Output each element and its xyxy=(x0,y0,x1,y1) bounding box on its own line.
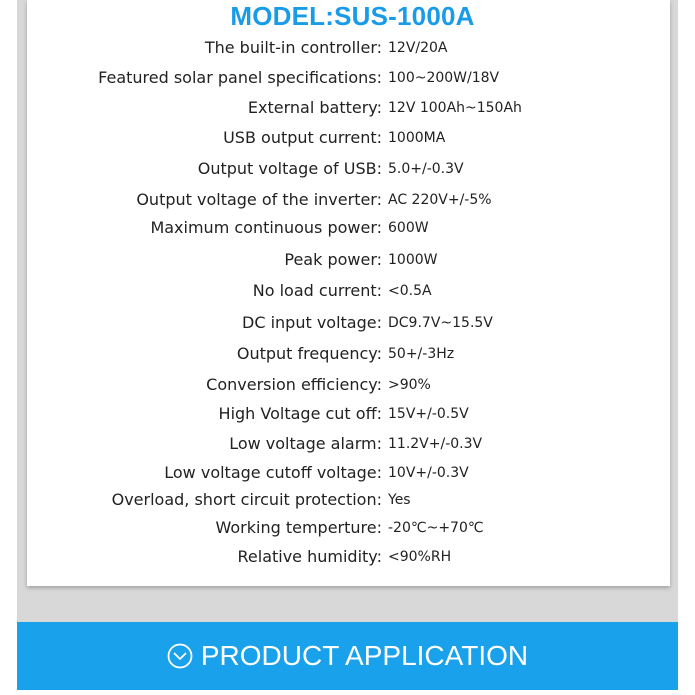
spec-value: 15V+/-0.5V xyxy=(388,406,469,422)
spec-value: -20℃~+70℃ xyxy=(388,520,484,536)
spec-value: 50+/-3Hz xyxy=(388,346,455,362)
spec-label: Output voltage of the inverter: xyxy=(136,190,382,209)
spec-label: Relative humidity: xyxy=(237,547,382,566)
spec-label: Low voltage cutoff voltage: xyxy=(164,463,382,482)
spec-label: Low voltage alarm: xyxy=(229,434,382,453)
spec-value: AC 220V+/-5% xyxy=(388,192,492,208)
spec-value: <0.5A xyxy=(388,283,432,299)
spec-row xyxy=(0,216,695,240)
spec-label: Maximum continuous power: xyxy=(150,218,382,237)
spec-value: 12V 100Ah~150Ah xyxy=(388,100,522,116)
chevron-circle-down-icon xyxy=(167,643,193,669)
spec-value: DC9.7V~15.5V xyxy=(388,315,493,331)
spec-label: Overload, short circuit protection: xyxy=(111,490,382,509)
model-title: MODEL:SUS-1000A xyxy=(230,1,475,31)
spec-row xyxy=(0,432,695,456)
spec-label: USB output current: xyxy=(223,128,382,147)
banner-label: PRODUCT APPLICATION xyxy=(200,640,529,671)
spec-value: 10V+/-0.3V xyxy=(388,465,469,481)
spec-row xyxy=(0,188,695,212)
spec-value: 100~200W/18V xyxy=(388,70,500,86)
spec-value: >90% xyxy=(388,377,431,393)
spec-row xyxy=(0,461,695,485)
spec-row xyxy=(0,488,695,512)
spec-row xyxy=(0,342,695,366)
spec-row xyxy=(0,373,695,397)
spec-label: External battery: xyxy=(247,98,382,117)
spec-value: 1000MA xyxy=(388,130,446,146)
spec-value: 12V/20A xyxy=(388,40,448,56)
spec-label: Featured solar panel specifications: xyxy=(98,68,382,87)
spec-row xyxy=(0,402,695,426)
spec-value: Yes xyxy=(388,492,411,508)
spec-value: <90%RH xyxy=(388,549,452,565)
spec-value: 5.0+/-0.3V xyxy=(388,161,464,177)
spec-row xyxy=(0,96,695,120)
product-application-banner[interactable] xyxy=(17,622,678,690)
spec-row xyxy=(0,36,695,60)
spec-label: No load current: xyxy=(252,281,382,300)
spec-label: Peak power: xyxy=(284,250,382,269)
spec-row xyxy=(0,248,695,272)
spec-value: 11.2V+/-0.3V xyxy=(388,436,483,452)
spec-label: DC input voltage: xyxy=(242,313,382,332)
spec-row xyxy=(0,126,695,150)
spec-label: High Voltage cut off: xyxy=(218,404,382,423)
spec-row xyxy=(0,545,695,569)
spec-label: Output voltage of USB: xyxy=(197,159,382,178)
spec-value: 600W xyxy=(388,220,429,236)
spec-label: Output frequency: xyxy=(236,344,382,363)
spec-row xyxy=(0,279,695,303)
spec-row xyxy=(0,157,695,181)
spec-label: The built-in controller: xyxy=(204,38,382,57)
bottom-margin xyxy=(0,690,695,695)
spec-label: Conversion efficiency: xyxy=(206,375,382,394)
spec-row xyxy=(0,516,695,540)
spec-row xyxy=(0,66,695,90)
spec-value: 1000W xyxy=(388,252,438,268)
banner-content xyxy=(17,622,678,690)
spec-label: Working temperture: xyxy=(215,518,382,537)
spec-row xyxy=(0,311,695,335)
